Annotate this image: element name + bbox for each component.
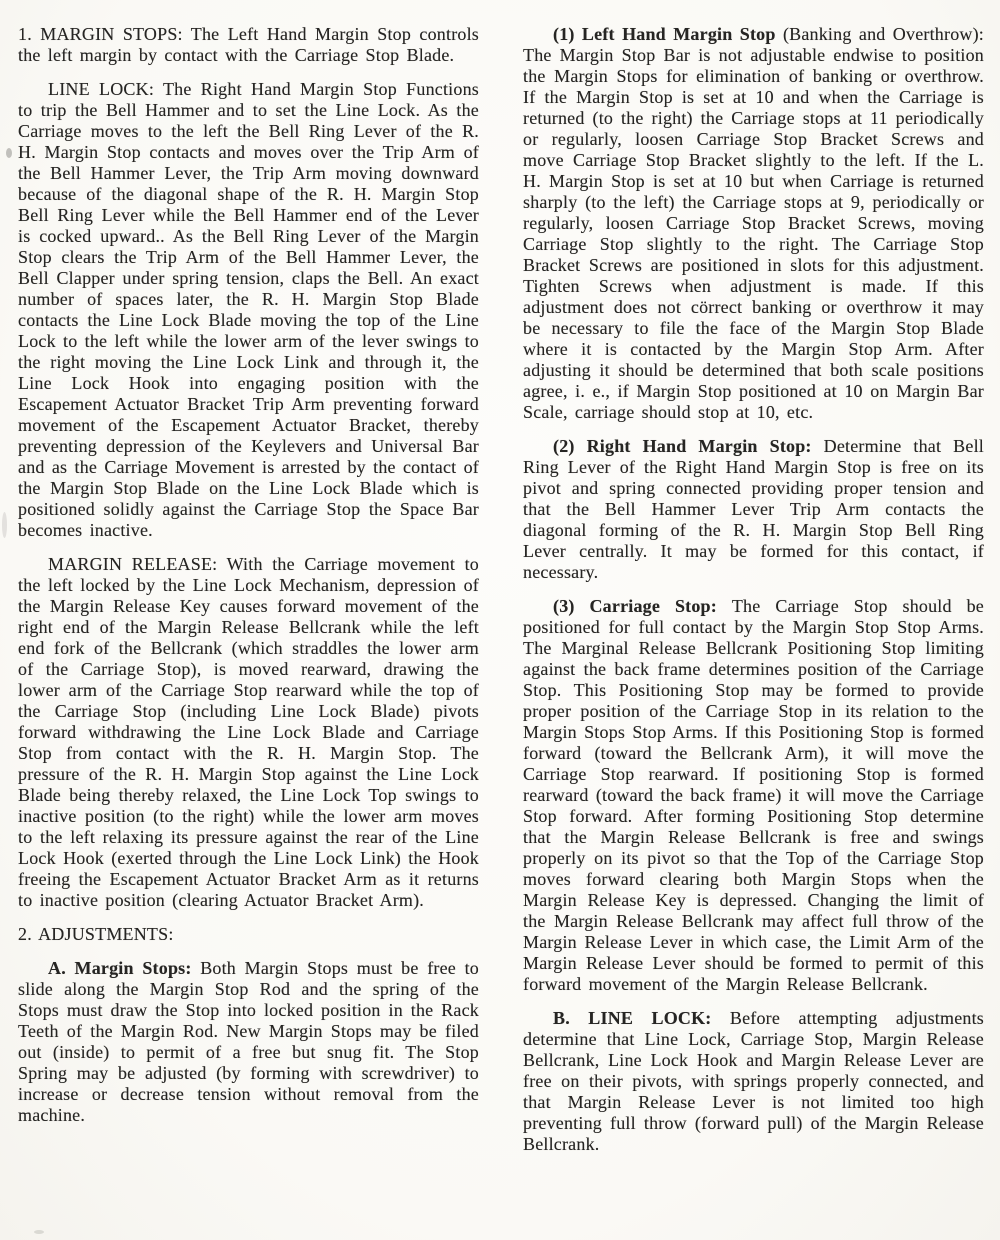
paragraph-body: The Right Hand Margin Stop Functions to trip the Bell Hammer and to set the Line Lock. As the Carriage moves to the left the Bell Ring Lever of the R. H. Margin Stop contacts and moves over the Trip Arm of the Bell Hammer Lever, the Trip Arm moving downward because of the diagonal shape of the R. H. Margin Stop Bell Ring Lever while the Bell Hammer end of the Lever is cocked upward.. As the Bell Ring Lever of the Margin Stop clears the Trip Arm of the Bell Hammer Lever, the Bell Clapper under spring tension, claps the Bell. An exact number of spaces later, the R. H. Margin Stop Blade contacts the Line Lock Blade moving the top of the Line Lock to the left while the lower arm of the lever swings to the right moving the Line Lock Link and through it, the Line Lock Hook into engaging position with the Escapement Actuator Bracket Trip Arm preventing forward movement of the Escapement Actuator Bracket, thereby preventing depression of the Keylevers and Universal Bar and as the Carriage Movement is arrested by the contact of the Margin Stop Blade on the Line Lock Blade which is positioned solidly against the Carriage Stop the Space Bar becomes inactive. xyxy=(18,79,479,540)
paragraph-lead: (3) Carriage Stop: xyxy=(553,596,732,616)
paragraph-margin-stops xyxy=(18,24,479,66)
paragraph-body: Both Margin Stops must be free to slide along the Margin Stop Rod and the spring of the Stops must draw the Stop into locked position in the Rack Teeth of the Margin Rod. New Margin Stops may be filed out (inside) to permit of a free but snug fit. The Stop Spring may be adjusted (by forming with screwdriver) to increase or decrease tension without removal from the machine. xyxy=(18,958,479,1125)
paragraph-body: The Left Hand Margin Stop controls the left margin by contact with the Carriage Stop Blade. xyxy=(18,24,479,65)
paragraph-right-hand-margin-stop xyxy=(523,436,984,583)
paragraph-lead: LINE LOCK: xyxy=(48,79,163,99)
paragraph-lead: B. LINE LOCK: xyxy=(553,1008,730,1028)
column-right xyxy=(523,24,984,1168)
paragraph-left-hand-margin-stop xyxy=(523,24,984,423)
paragraph-body: Before attempting adjustments determine that Line Lock, Carriage Stop, Margin Release Bellcrank, Line Lock Hook and Margin Release Lever are free on their pivots, with springs properly connected, and that Margin Release Lever is not limited too high preventing full throw (forward pull) of the Margin Release Bellcrank. xyxy=(523,1008,985,1154)
paragraph-lead: (2) Right Hand Margin Stop: xyxy=(553,436,824,456)
paragraph-body: The Carriage Stop should be positioned for full contact by the Margin Stop Stop Arms. The Marginal Release Bellcrank Positioning Stop limiting against the back frame determines position of the Carriage Stop. This Positioning Stop may be formed to provide proper position of the Carriage Stop in its relation to the Margin Stops Stop Arms. If this Positioning Stop is formed forward (toward the Bellcrank Arm), it will move the Carriage Stop rearward. If positioning Stop is formed rearward (toward the back frame) it will move the Carriage Stop forward. After forming Positioning Stop determine that the Margin Release Bellcrank is free and swings properly on its pivot so that the Top of the Carriage Stop moves forward clearing both Margin Stops when the Margin Release Key is depressed. Changing the limit of the Margin Release Bellcrank may affect full throw of the Margin Release Lever in which case, the Limit Arm of the Margin Release Lever should be formed to permit of this forward movement of the Margin Release Bellcrank. xyxy=(523,596,984,994)
paragraph-line-lock-adjustment xyxy=(523,1008,984,1155)
paragraph-body: (Banking and Overthrow): The Margin Stop Bar is not adjustable endwise to position the Margin Stops for elimination of banking or overthrow. If the Margin Stop is set at 10 and when the Carriage is returned (to the right) the Carriage stops at 11 periodically or regularly, loosen Carriage Stop Bracket Screws and move Carriage Stop Bracket slightly to the left. If the L. H. Margin Stop is set at 10 but when Carriage is returned sharply (to the left) the Carriage stops at 9, periodically or regularly, loosen Carriage Stop Bracket Screws, moving Carriage Stop slightly to the right. The Carriage Stop Bracket Screws are positioned in slots for this adjustment. Tighten Screws when adjustment is made. If this adjustment does not cörrect banking or overthrow it may be necessary to file the face of the Margin Stop Blade where it is contacted by the Margin Stop Arm. After adjusting it should be determined that both scale positions agree, i. e., if Margin Stop positioned at 10 on Margin Bar Scale, carriage should stop at 10, etc. xyxy=(523,24,984,422)
paragraph-margin-release xyxy=(18,554,479,911)
scan-speck xyxy=(34,1230,44,1234)
scan-speck xyxy=(6,148,12,158)
paragraph-lead: 2. ADJUSTMENTS: xyxy=(18,924,174,944)
paragraph-lead: 1. MARGIN STOPS: xyxy=(18,24,191,44)
paragraph-lead: (1) Left Hand Margin Stop xyxy=(553,24,783,44)
paragraph-lead: A. Margin Stops: xyxy=(48,958,201,978)
paragraph-carriage-stop xyxy=(523,596,984,995)
paragraph-body: Determine that Bell Ring Lever of the Right Hand Margin Stop is free on its pivot and spring connected providing proper tension and that the Bell Hammer Lever Trip Arm contacts the diagonal forming of the R. H. Margin Stop Bell Ring Lever centrally. It may be formed for this contact, if necessary. xyxy=(523,436,984,582)
paragraph-body: With the Carriage movement to the left locked by the Line Lock Mechanism, depression of the Margin Release Key causes forward movement of the right end of the Margin Release Bellcrank while the left end fork of the Bellcrank (which straddles the lower arm of the Carriage Stop), is moved rearward, drawing the lower arm of the Carriage Stop rearward while the top of the Carriage Stop (including Line Lock Blade) pivots forward withdrawing the Line Lock Blade and Carriage Stop from contact with the R. H. Margin Stop. The pressure of the R. H. Margin Stop against the Line Lock Blade being thereby relaxed, the Line Lock Top swings to inactive position (to the right) while the lower arm moves to the left relaxing its pressure against the rear of the Line Lock Hook (exerted through the Line Lock Link) the Hook freeing the Escapement Actuator Bracket Arm as it returns to inactive position (clearing Actuator Bracket Arm). xyxy=(18,554,479,910)
column-left xyxy=(18,24,479,1168)
two-column-layout xyxy=(18,24,984,1168)
heading-adjustments xyxy=(18,924,479,945)
scan-speck xyxy=(2,512,7,538)
paragraph-adjustments-margin-stops xyxy=(18,958,479,1126)
paragraph-lead: MARGIN RELEASE: xyxy=(48,554,227,574)
paragraph-line-lock xyxy=(18,79,479,541)
